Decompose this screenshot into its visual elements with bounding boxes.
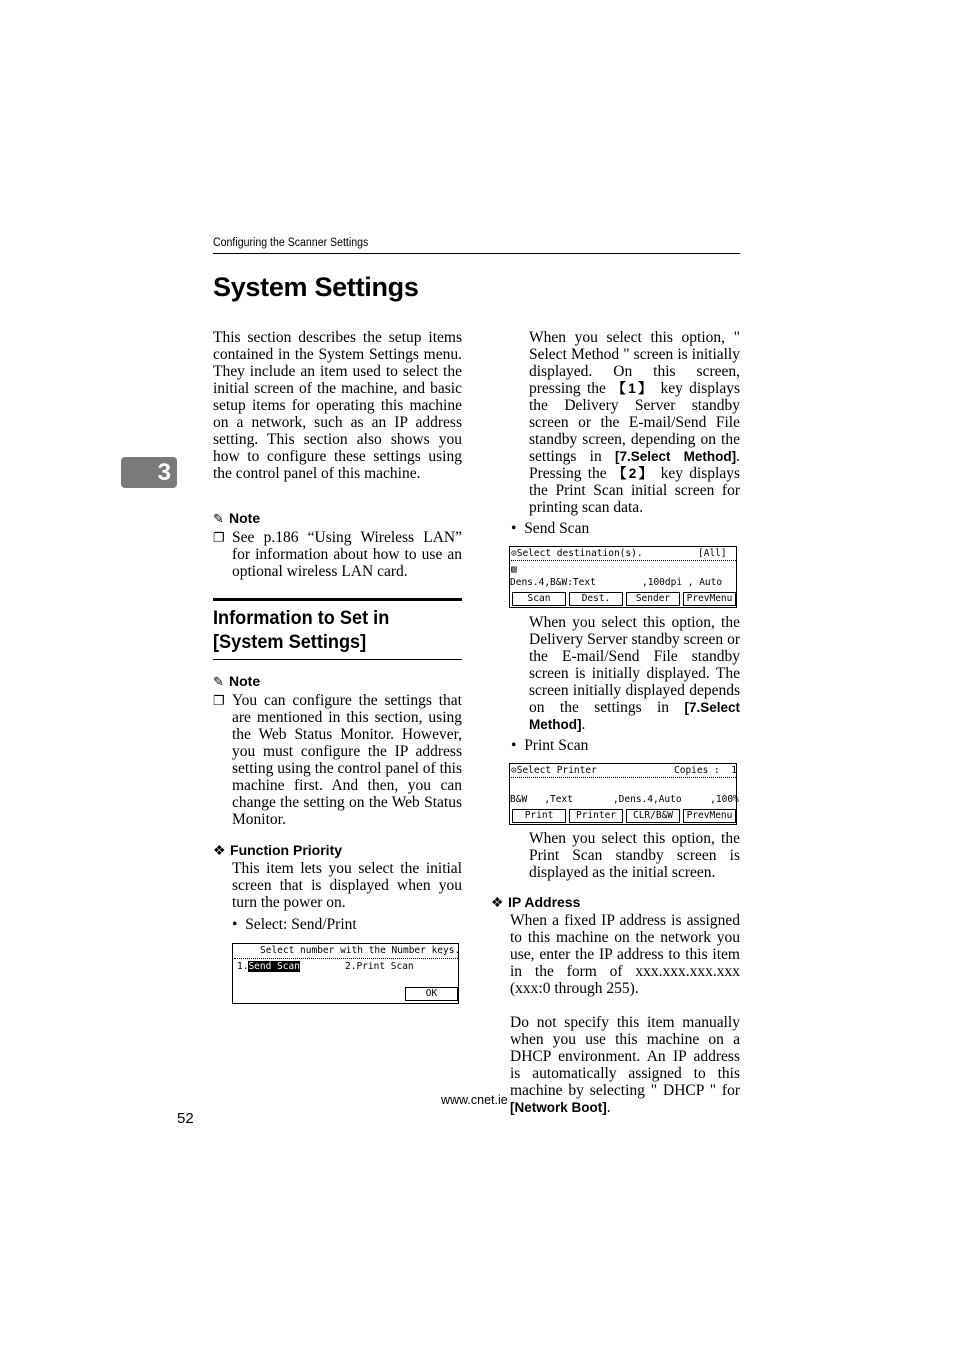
function-priority-heading: ❖ Function Priority [213, 842, 343, 858]
checkbox-icon: ❐ [213, 693, 225, 708]
bullet-select: • Select: Send/Print [232, 916, 357, 933]
lcd-sender-button[interactable]: Sender [626, 592, 680, 606]
bullet-send-scan: • Send Scan [511, 520, 590, 537]
lcd-line: Dens.4,B&W:Text [510, 577, 596, 588]
print-scan-text: When you select this option, the Print Scan standby screen is displayed as the initial screen. [529, 830, 740, 881]
lcd-option-row: 1.Send Scan [237, 961, 300, 972]
diamond-icon: ❖ [491, 894, 504, 910]
lcd-print-scan [509, 763, 737, 825]
running-head: Configuring the Scanner Settings [213, 237, 369, 249]
footer-url: www.cnet.ie [441, 1093, 508, 1107]
clock-icon: ⊙ [511, 548, 517, 559]
lcd-line: ⊙Select destination(s). [511, 548, 643, 559]
chapter-number: 3 [157, 459, 171, 486]
bullet-dot: • [232, 916, 238, 933]
bullet-print-scan: • Print Scan [511, 737, 589, 754]
ip-address-text: When a fixed IP address is assigned to this machine on the network you use, enter the IP address to this item in the form of xxx.xxx.xxx.xxx (xxx:0 through 255). [510, 912, 740, 997]
lcd-print-button[interactable]: Print [512, 809, 566, 823]
lcd-send-scan [509, 546, 737, 608]
checkbox-icon: ❐ [213, 530, 225, 545]
lcd-option-print-scan[interactable]: 2.Print Scan [345, 961, 414, 972]
select-method-paragraph: When you select this option, " Select Method " screen is initially displayed. On this screen, pressing the 【1】 key displays the Delivery Server standby screen or the E-mail/Send File standby screen, depending on the settings in [7.Select Method]. Pressing the 【2】 key displays the Print Scan initial screen for printing scan data. [529, 329, 741, 516]
function-priority-text: This item lets you select the initial screen that is displayed when you turn the power on. [232, 860, 462, 911]
subsection-rule-bottom [213, 659, 462, 660]
note1-text: See p.186 “Using Wireless LAN” for information about how to use an optional wireless LAN card. [232, 529, 462, 580]
subsection-title: Information to Set in [System Settings] [213, 607, 390, 653]
lcd-original-icon: ▨ [511, 564, 517, 575]
subsection-rule-top [213, 598, 462, 601]
pencil-icon: ✎ [213, 511, 224, 526]
note2-text: You can configure the settings that are mentioned in this section, using the Web Status Monitor. However, you must configure the IP address setting using the control panel of this machine first. And then, you can change the setting on the Web Status Monitor. [232, 692, 462, 828]
lcd-ok-button[interactable]: OK [405, 987, 458, 1001]
page-title: System Settings [213, 272, 419, 302]
page-number: 52 [177, 1110, 194, 1127]
pencil-icon: ✎ [213, 674, 224, 689]
lcd-function-priority [232, 943, 459, 1004]
intro-paragraph: This section describes the setup items contained in the System Settings menu. They include an item used to select the initial screen of the machine, and basic setup items for operating this machine on a network, such as an IP address setting. This section also shows you how to configure these settings using the control panel of this machine. [213, 329, 462, 482]
lcd-option-send-scan[interactable]: Send Scan [248, 961, 300, 972]
diamond-icon: ❖ [213, 842, 226, 858]
note1-heading: ✎ Note [213, 510, 261, 526]
lcd-prevmenu-button[interactable]: PrevMenu [683, 809, 736, 823]
lcd-printer-button[interactable]: Printer [569, 809, 623, 823]
lcd-dest-button[interactable]: Dest. [569, 592, 623, 606]
lcd-line: ⊙Select Printer [511, 765, 597, 776]
lcd-line: ,100dpi , Auto [642, 577, 723, 588]
lcd-clr-bw-button[interactable]: CLR/B&W [626, 809, 680, 823]
lcd-line: Select number with the Number keys. [260, 945, 461, 956]
lcd-divider [234, 958, 458, 959]
header-rule [213, 253, 740, 254]
send-scan-text: When you select this option, the Delivery Server standby screen or the E-mail/Send File standby screen is initially displayed. The screen initially displayed depends on the settings in [7.Select Method]. [529, 614, 740, 733]
lcd-divider [511, 560, 736, 561]
lcd-scan-button[interactable]: Scan [512, 592, 566, 606]
note2-heading: ✎ Note [213, 673, 261, 689]
lcd-prevmenu-button[interactable]: PrevMenu [683, 592, 736, 606]
bullet-dot: • [511, 520, 517, 537]
lcd-copies: Copies : 1 [674, 765, 737, 776]
bullet-dot: • [511, 737, 517, 754]
lcd-divider [511, 777, 736, 778]
ip-address-dhcp-text: Do not specify this item manually when you use this machine on a DHCP environment. An IP address is automatically assigned to this machine by selecting " DHCP " for [Network Boot]. [510, 1014, 740, 1116]
lcd-all-button[interactable]: [All] [698, 548, 727, 559]
ip-address-heading: ❖ IP Address [491, 894, 581, 910]
clock-icon: ⊙ [511, 765, 517, 776]
lcd-line: B&W ,Text ,Dens.4,Auto ,100% [510, 794, 739, 805]
